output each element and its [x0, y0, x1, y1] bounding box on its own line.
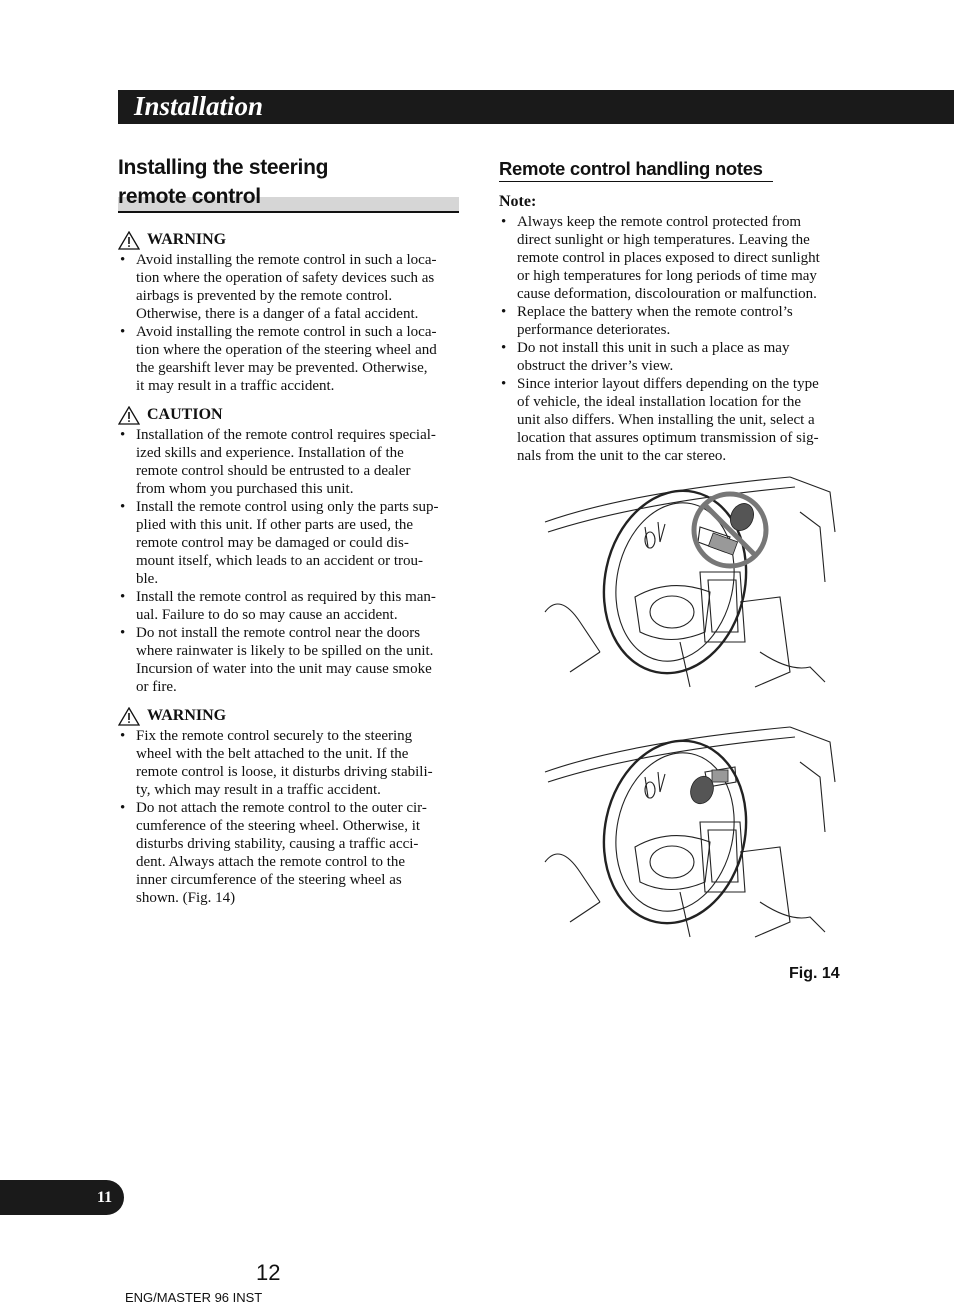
list-item-line: • Avoid installing the remote control in such a loca- [136, 252, 437, 268]
list-item-line: • Avoid installing the remote control in such a loca- [136, 324, 437, 340]
list-item [118, 799, 460, 907]
section-heading-handling-notes: Remote control handling notes [499, 158, 763, 179]
list-item [118, 323, 460, 395]
list-item-line: remote control may be damaged or could dis- [136, 535, 409, 551]
list-item-line: wheel with the belt attached to the unit. If the [136, 746, 409, 762]
list-item-line: • Install the remote control as required by this man- [136, 589, 436, 605]
list-item-line: • Do not install this unit in such a place as may [517, 340, 790, 356]
note-list [499, 213, 841, 465]
heading-rule [118, 211, 459, 213]
list-item-line: Otherwise, there is a danger of a fatal accident. [136, 306, 419, 322]
list-item-line: where rainwater is likely to be spilled on the unit. [136, 643, 434, 659]
list-item-line: from whom you purchased this unit. [136, 481, 354, 497]
warning-triangle-icon [118, 231, 140, 250]
list-item-line: • Do not install the remote control near the doors [136, 625, 421, 641]
list-item-line: it may result in a traffic accident. [136, 378, 335, 394]
section-tab-number: 11 [97, 1189, 113, 1206]
list-item [499, 339, 841, 375]
list-item-line: plied with this unit. If other parts are used, the [136, 517, 414, 533]
heading-line-2: remote control [118, 185, 261, 208]
list-item-line: performance deteriorates. [517, 322, 671, 338]
list-item-line: cause deformation, discolouration or malfunction. [517, 286, 817, 302]
page-title: Installation [134, 91, 264, 121]
section-tab [0, 1180, 124, 1215]
header-bar [118, 90, 954, 124]
left-column [118, 230, 460, 907]
note-label: Note: [499, 193, 537, 210]
list-item-line: or high temperatures for long periods of time may [517, 268, 817, 284]
warning-list-1 [118, 251, 460, 395]
list-item [118, 727, 460, 799]
list-item-line: remote control is loose, it disturbs driving stabili- [136, 764, 433, 780]
list-item-line: of vehicle, the ideal installation location for the [517, 394, 802, 410]
steering-wheel-illustration-incorrect [540, 472, 840, 692]
list-item-line: ble. [136, 571, 159, 587]
steering-wheel-illustration-correct [540, 722, 840, 942]
list-item [118, 251, 460, 323]
list-item-line: • Fix the remote control securely to the steering [136, 728, 413, 744]
list-item [118, 426, 460, 498]
list-item-line: shown. (Fig. 14) [136, 890, 236, 906]
list-item-line: inner circumference of the steering wheel as [136, 872, 402, 888]
list-item [499, 213, 841, 303]
caution-label: CAUTION [147, 406, 223, 423]
list-item-line: ized skills and experience. Installation of the [136, 445, 404, 461]
warning-label: WARNING [147, 231, 227, 248]
list-item-line: mount itself, which leads to an accident or trou- [136, 553, 423, 569]
list-item-line: • Installation of the remote control requires special- [136, 427, 436, 443]
list-item-line: location that assures optimum transmission of sig- [517, 430, 819, 446]
list-item [499, 303, 841, 339]
list-item [118, 588, 460, 624]
list-item-line: disturbs driving stability, causing a traffic acci- [136, 836, 419, 852]
list-item-line: • Always keep the remote control protected from [517, 214, 802, 230]
figure-14 [540, 472, 840, 942]
list-item [118, 624, 460, 696]
list-item-line: the gearshift lever may be prevented. Otherwise, [136, 360, 428, 376]
heading-rule [499, 181, 773, 182]
list-item-line: cumference of the steering wheel. Otherwise, it [136, 818, 421, 834]
list-item-line: nals from the unit to the car stereo. [517, 448, 727, 464]
list-item-line: ty, which may result in a traffic accident. [136, 782, 381, 798]
section-heading-installing [118, 153, 459, 211]
list-item-line: dent. Always attach the remote control to the [136, 854, 406, 870]
list-item-line: airbags is prevented by the remote control. [136, 288, 393, 304]
list-item-line: remote control in places exposed to direct sunlight [517, 250, 820, 266]
list-item-line: tion where the operation of safety devices such as [136, 270, 435, 286]
caution-triangle-icon [118, 406, 140, 425]
caution-list [118, 426, 460, 696]
heading-line-1: Installing the steering [118, 156, 329, 179]
list-item-line: tion where the operation of the steering wheel and [136, 342, 437, 358]
warning-list-2 [118, 727, 460, 907]
list-item-line: ual. Failure to do so may cause an accident. [136, 607, 398, 623]
document-code: ENG/MASTER 96 INST [125, 1290, 263, 1305]
list-item-line: obstruct the driver’s view. [517, 358, 674, 374]
list-item-line: • Do not attach the remote control to the outer cir- [136, 800, 427, 816]
list-item-line: remote control should be entrusted to a dealer [136, 463, 411, 479]
list-item-line: Incursion of water into the unit may cause smoke [136, 661, 432, 677]
list-item-line: or fire. [136, 679, 177, 695]
warning-label: WARNING [147, 707, 227, 724]
list-item [118, 498, 460, 588]
list-item-line: direct sunlight or high temperatures. Leaving the [517, 232, 810, 248]
right-column [499, 193, 841, 465]
list-item-line: • Since interior layout differs depending on the type [517, 376, 819, 392]
warning-notice-1 [118, 230, 460, 250]
caution-notice [118, 405, 460, 425]
figure-caption: Fig. 14 [789, 965, 840, 982]
list-item-line: • Install the remote control using only the parts sup- [136, 499, 439, 515]
list-item-line: • Replace the battery when the remote control’s [517, 304, 793, 320]
list-item [499, 375, 841, 465]
page-number: 12 [256, 1260, 281, 1285]
list-item-line: unit also differs. When installing the unit, select a [517, 412, 815, 428]
warning-notice-2 [118, 706, 460, 726]
warning-triangle-icon [118, 707, 140, 726]
